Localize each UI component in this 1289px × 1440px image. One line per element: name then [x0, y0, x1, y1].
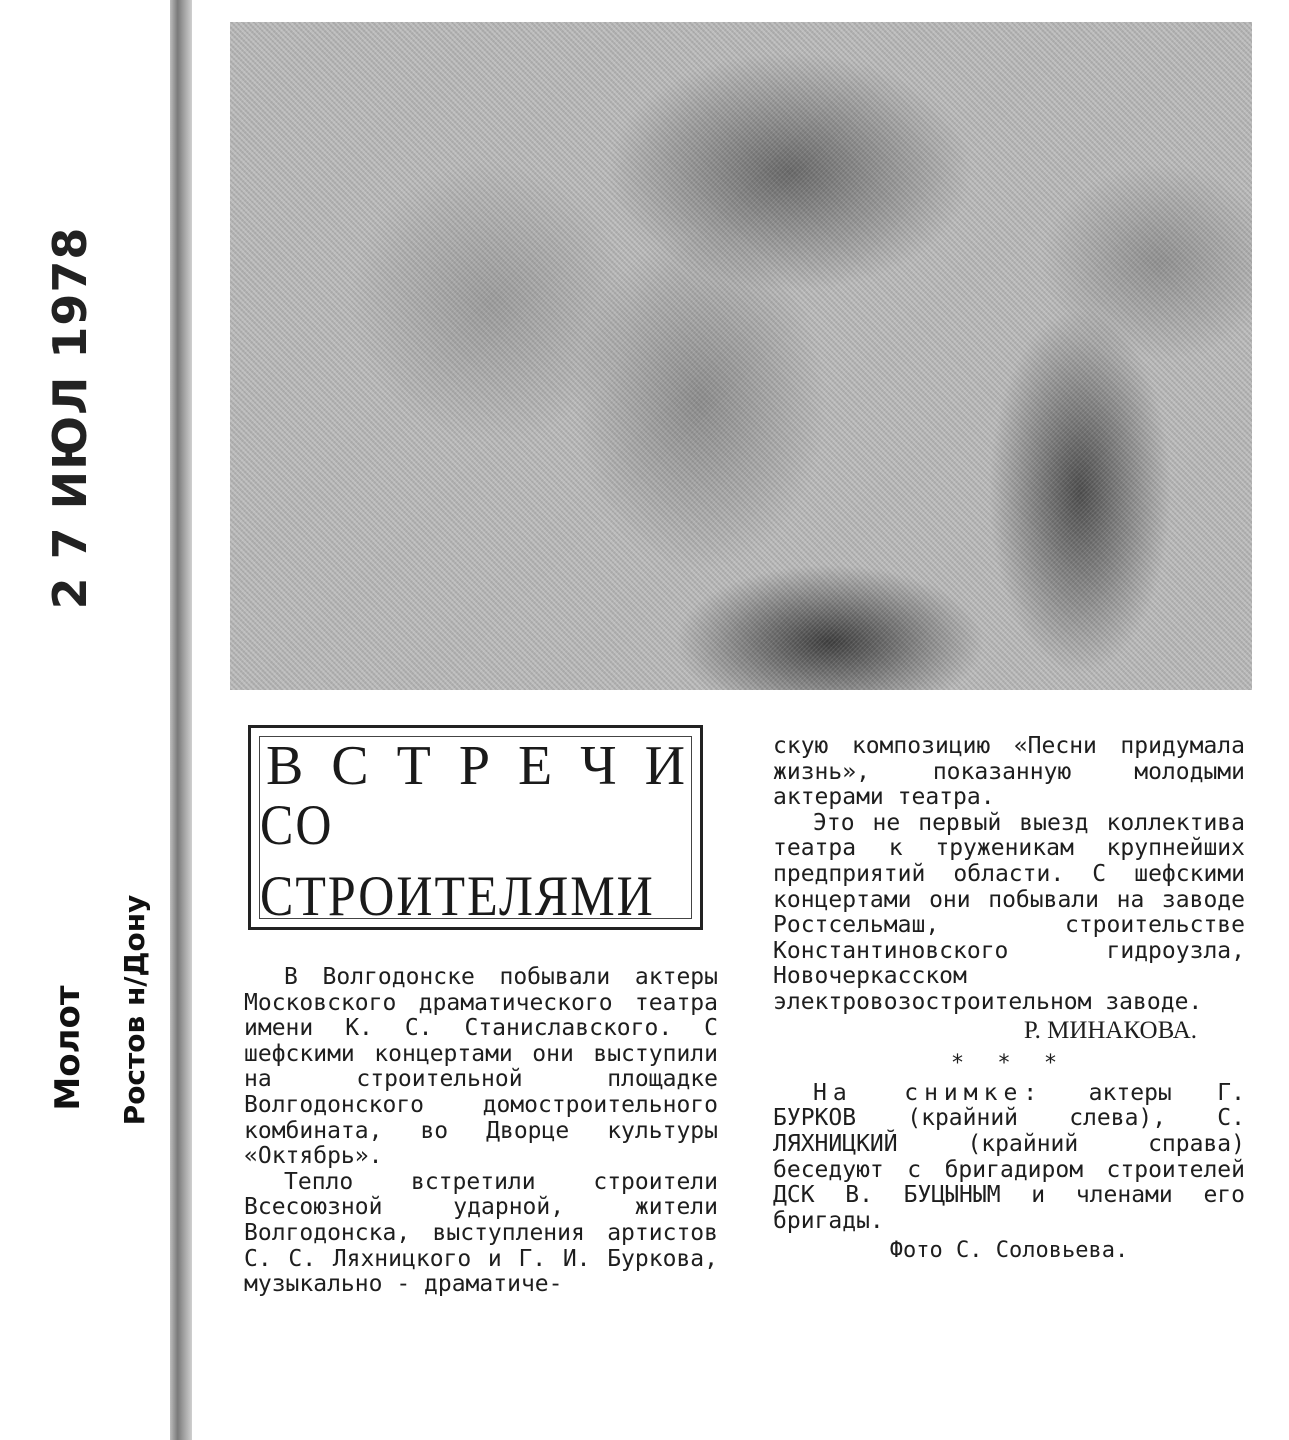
caption-text: актеры Г. БУРКОВ (крайний слева), С. ЛЯХНИЦКИЙ (крайний справа) беседуют с бригадиром строителей ДСК В. БУЦЫНЫМ и членами его бригады. — [773, 1079, 1245, 1234]
headline-line-2: СО СТРОИТЕЛЯМИ — [260, 791, 655, 928]
photo-credit: Фото С. Соловьева. — [889, 1238, 1129, 1264]
headline-box — [248, 725, 714, 930]
headline-frame — [259, 734, 714, 928]
article-paragraph: скую композицию «Песни придумала жизнь», показанную молодыми актерами театра. — [773, 733, 1245, 811]
article-photo — [230, 22, 1252, 690]
clipping-binding-edge — [170, 0, 192, 1440]
article-paragraph: В Волгодонске побывали актеры Московского драматического театра имени К. С. Станиславского. С шефскими концертами они выступили на строительной площадке Волгодонского домостроительного комбината, во Дворце культуры «Октябрь». — [244, 964, 718, 1170]
caption-lead: На снимке: — [813, 1079, 1044, 1106]
article-paragraph: Тепло встретили строители Всесоюзной ударной, жители Волгодонска, выступления артистов С. С. Ляхницкого и Г. И. Буркова, музыкально - драматиче- — [244, 1168, 718, 1298]
author-signature: Р. МИНАКОВА. — [1023, 1016, 1197, 1044]
headline-line-1: ВСТРЕЧИ — [265, 734, 714, 797]
article-paragraph: Это не первый выезд коллектива театра к труженикам крупнейших предприятий области. С шефскими концертами они побывали на заводе Ростсельмаш, строительстве Константиновского гидроузла, Новочеркасском электровозостроительном заводе. — [773, 809, 1245, 1015]
article-column-left — [244, 965, 718, 1298]
section-separator: * * * — [950, 1051, 1068, 1077]
article-column-right — [773, 734, 1245, 1264]
newspaper-name: Молот — [48, 985, 88, 1111]
clipping-date-stamp: 2 7 ИЮЛ 1978 — [43, 226, 97, 610]
photo-caption — [773, 1081, 1245, 1235]
newspaper-city: Ростов н/Дону — [118, 894, 151, 1126]
